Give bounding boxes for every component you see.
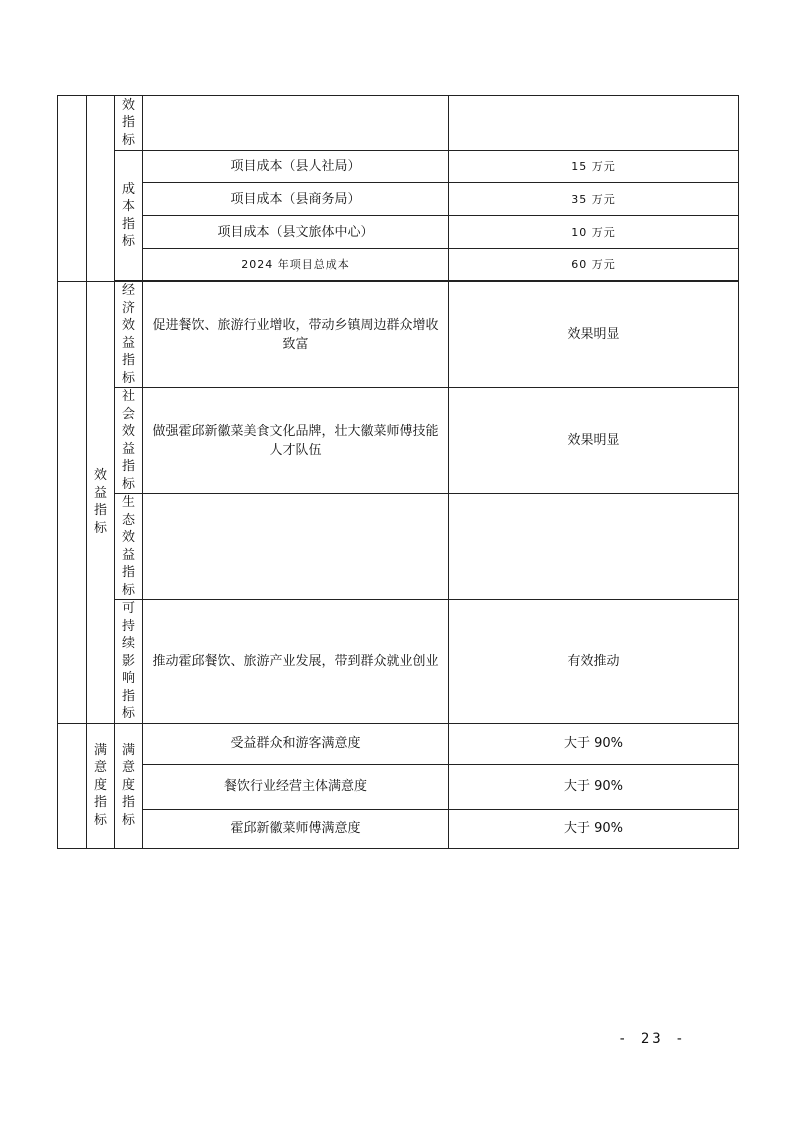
table-row bbox=[58, 96, 739, 151]
level3-label: 社会效益指标 bbox=[121, 389, 135, 492]
table-row bbox=[58, 282, 739, 388]
level3-cell bbox=[115, 96, 143, 151]
content-cell: 项目成本（县商务局） bbox=[143, 183, 449, 216]
content-cell: 餐饮行业经营主体满意度 bbox=[143, 764, 449, 809]
table-row bbox=[58, 249, 739, 281]
level2-cell-output bbox=[87, 96, 115, 282]
level3-label: 经济效益指标 bbox=[121, 283, 135, 386]
content-cell bbox=[143, 96, 449, 151]
level3-cell bbox=[115, 151, 143, 281]
table-row bbox=[58, 494, 739, 600]
table-row bbox=[58, 764, 739, 809]
value-cell: 大于 90% bbox=[449, 809, 739, 848]
indicator-table bbox=[57, 95, 739, 849]
level3-label: 效指标 bbox=[121, 97, 135, 148]
value-cell: 大于 90% bbox=[449, 723, 739, 764]
level3-cell bbox=[115, 388, 143, 494]
value-cell: 效果明显 bbox=[449, 388, 739, 494]
content-cell: 促进餐饮、旅游行业增收，带动乡镇周边群众增收致富 bbox=[143, 282, 449, 388]
table-row bbox=[58, 723, 739, 764]
level3-label: 成本指标 bbox=[121, 181, 135, 249]
value-cell: 10 万元 bbox=[449, 216, 739, 249]
level1-cell-output bbox=[58, 96, 87, 282]
content-cell: 推动霍邱餐饮、旅游产业发展，带到群众就业创业 bbox=[143, 600, 449, 724]
level3-cell bbox=[115, 723, 143, 848]
level3-cell bbox=[115, 600, 143, 724]
value-cell: 60 万元 bbox=[449, 249, 739, 281]
level3-label: 可持续影响指标 bbox=[121, 601, 135, 721]
level3-cell bbox=[115, 282, 143, 388]
value-cell: 有效推动 bbox=[449, 600, 739, 724]
level2-cell-benefit bbox=[87, 282, 115, 724]
content-cell: 做强霍邱新徽菜美食文化品牌，壮大徽菜师傅技能人才队伍 bbox=[143, 388, 449, 494]
level3-label: 满意度指标 bbox=[121, 742, 135, 828]
content-cell: 2024 年项目总成本 bbox=[143, 249, 449, 281]
table-row bbox=[58, 388, 739, 494]
table-row bbox=[58, 600, 739, 724]
table-row bbox=[58, 151, 739, 183]
content-cell bbox=[143, 494, 449, 600]
page-number: - 23 - bbox=[618, 1031, 687, 1047]
level1-cell-satisfaction bbox=[58, 723, 87, 848]
table-row bbox=[58, 216, 739, 249]
value-cell: 大于 90% bbox=[449, 764, 739, 809]
content-cell: 霍邱新徽菜师傅满意度 bbox=[143, 809, 449, 848]
value-cell: 35 万元 bbox=[449, 183, 739, 216]
content-cell: 受益群众和游客满意度 bbox=[143, 723, 449, 764]
value-cell bbox=[449, 494, 739, 600]
level2-label: 满意度指标 bbox=[93, 742, 107, 828]
level3-label: 生态效益指标 bbox=[121, 495, 135, 598]
table-row bbox=[58, 809, 739, 848]
level1-cell-benefit bbox=[58, 282, 87, 724]
level2-cell-satisfaction bbox=[87, 723, 115, 848]
value-cell: 15 万元 bbox=[449, 151, 739, 183]
content-cell: 项目成本（县人社局） bbox=[143, 151, 449, 183]
level2-label: 效益指标 bbox=[93, 468, 107, 536]
value-cell: 效果明显 bbox=[449, 282, 739, 388]
table-row bbox=[58, 183, 739, 216]
content-cell: 项目成本（县文旅体中心） bbox=[143, 216, 449, 249]
value-cell bbox=[449, 96, 739, 151]
level3-cell bbox=[115, 494, 143, 600]
